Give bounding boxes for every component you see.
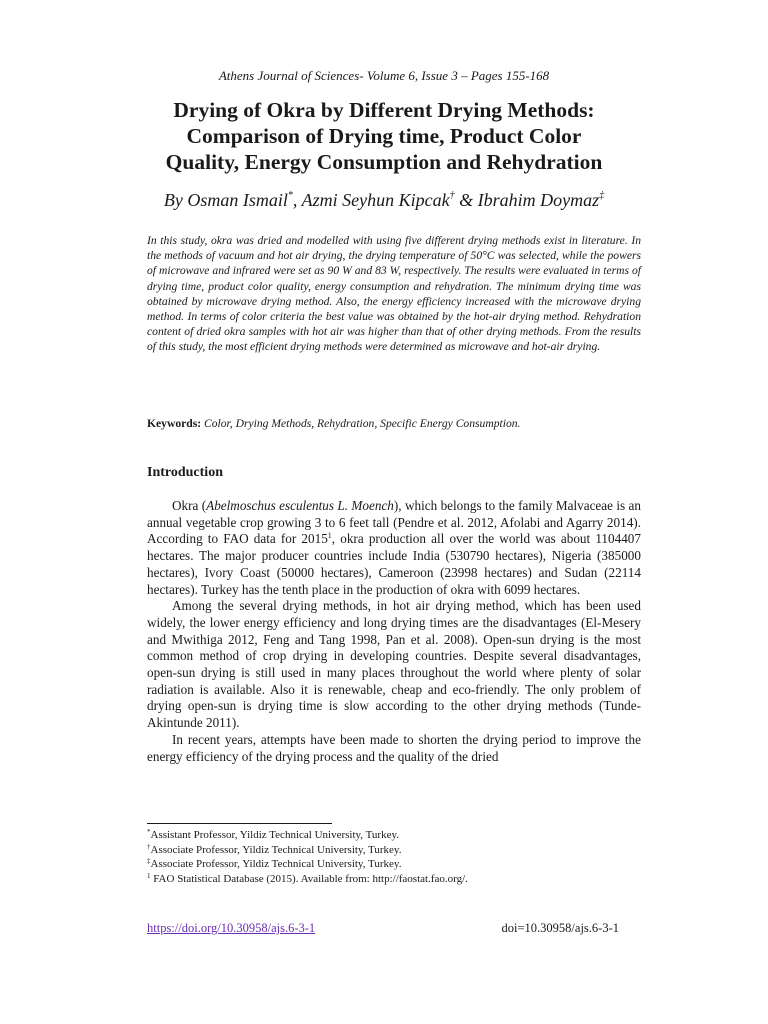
keywords [147, 417, 641, 430]
author-prefix: By [163, 190, 188, 210]
section-heading-introduction: Introduction [147, 465, 223, 480]
species-name: Abelmoschus esculentus L. Moench [206, 498, 394, 513]
author-mark: * [287, 190, 293, 201]
footnote [147, 857, 641, 872]
footnote-ref[interactable]: 1 [327, 531, 332, 541]
abstract: In this study, okra was dried and modelled with using five different drying methods exist in literature. In the methods of vacuum and hot air drying, the drying temperature of 50°C was selected, while the powers of microwave and infrared were set as 90 W and 83 W, respectively. The results were evaluated in terms of drying time, product color quality, energy consumption and rehydration. The minimum drying time was obtained by microwave drying method. Also, the energy efficiency increased with the microwave drying method. In terms of color criteria the best value was obtained by the hot-air drying method. Rehydration content of dried okra samples with hot air was higher than that of other drying methods. From the results of this study, the most efficient drying methods were determined as microwave and hot-air drying. [147, 234, 641, 354]
journal-header: Athens Journal of Sciences- Volume 6, Issue 3 – Pages 155-168 [218, 68, 550, 83]
paragraph [147, 498, 641, 598]
footnote-mark: ‡ [147, 857, 151, 865]
page-footer [147, 921, 619, 936]
author-separator: & [454, 190, 478, 210]
footnotes [147, 828, 641, 886]
keywords-label: Keywords: [147, 417, 202, 430]
paragraph-text: ), which belongs to the family Malvaceae is an annual vegetable crop growing 3 to 6 feet tall (Pendre et al. 2012, Afolabi and Agarry 2014). According to FAO data for 2015 [147, 498, 641, 547]
paper-title [100, 97, 668, 175]
footnote-mark: 1 [147, 871, 151, 880]
footnote [147, 843, 641, 858]
paragraph: In recent years, attempts have been made to shorten the drying period to improve the energy efficiency of the drying process and the quality of the dried [147, 731, 641, 764]
doi-identifier: doi=10.30958/ajs.6-3-1 [501, 921, 619, 935]
footnote-mark: * [147, 828, 151, 836]
author-name: Ibrahim Doymaz [477, 190, 600, 210]
doi-link[interactable]: https://doi.org/10.30958/ajs.6-3-1 [147, 921, 316, 935]
author-separator: , [292, 190, 302, 210]
footnote [147, 872, 641, 887]
footnote-mark: † [147, 842, 151, 851]
title-line: Drying of Okra by Different Drying Methods: [173, 98, 595, 122]
author-mark: † [449, 190, 455, 201]
author-name: Azmi Seyhun Kipcak [301, 190, 450, 210]
author-name: Osman Ismail [187, 190, 288, 210]
footnote-text: Associate Professor, Yildiz Technical University, Turkey. [150, 858, 402, 870]
paragraph: Among the several drying methods, in hot air drying method, which has been used widely, the lower energy efficiency and long drying times are the disadvantages (El-Mesery and Mwithiga 2012, Feng and Tang 1998, Pan et al. 2008). Open-sun drying is the most common method of crop drying in developing countries. Despite several disadvantages, open-sun drying is still used in many places throughout the world where plenty of solar radiation is available. Also it is renewable, cheap and eco-friendly. The only problem of drying open-sun is drying time is slow according to the other drying methods (Tunde-Akintunde 2011). [147, 598, 641, 731]
introduction-body [147, 498, 641, 765]
paragraph-text: , okra production all over the world was about 1104407 hectares. The major producer countries include India (530790 hectares), Nigeria (385000 hectares), Ivory Coast (50000 hectares), Cameroon (23998 hectares) and Sudan (22114 hectares). Turkey has the tenth place in the production of okra with 6099 hectares. [147, 531, 641, 597]
title-line: Quality, Energy Consumption and Rehydration [165, 150, 603, 174]
footnote-text: Assistant Professor, Yildiz Technical University, Turkey. [150, 829, 400, 841]
author-mark: ‡ [599, 190, 605, 201]
keywords-value: Color, Drying Methods, Rehydration, Specific Energy Consumption. [201, 417, 521, 430]
footnote [147, 828, 641, 843]
title-line: Comparison of Drying time, Product Color [186, 124, 582, 148]
footnote-divider [147, 823, 332, 824]
footnote-text: FAO Statistical Database (2015). Available from: http://faostat.fao.org/. [150, 872, 468, 885]
author-line [0, 190, 768, 211]
footnote-text: Associate Professor, Yildiz Technical University, Turkey. [150, 843, 402, 856]
paragraph-text: Okra ( [172, 498, 207, 513]
